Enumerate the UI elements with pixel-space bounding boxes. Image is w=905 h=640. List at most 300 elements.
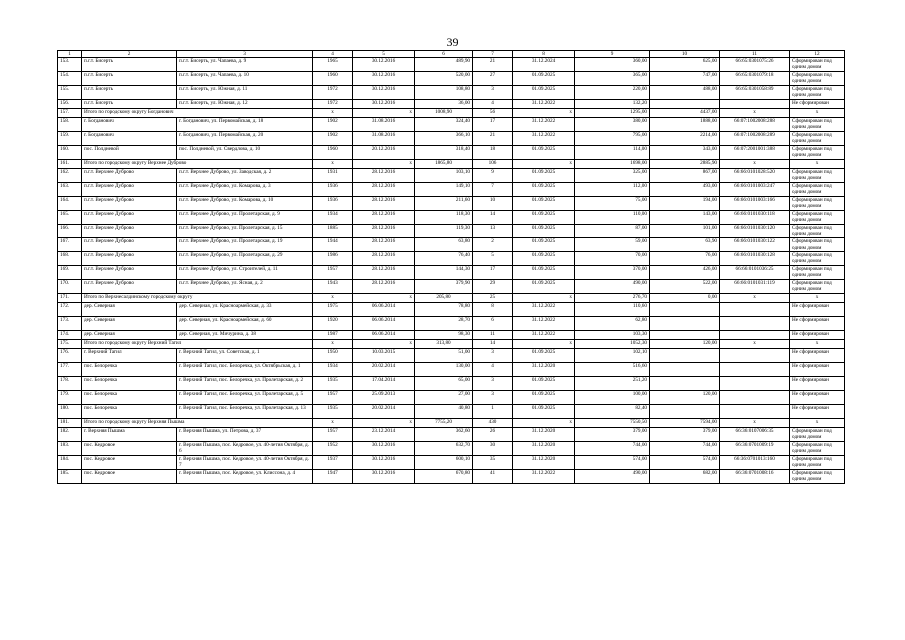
table-cell: дер. Северная, ул. Мичурина, д. 38 (177, 330, 313, 339)
table-cell (720, 303, 790, 317)
table-cell: 1975 (313, 303, 353, 317)
table-row (58, 428, 845, 442)
table-cell: 7 (473, 182, 513, 196)
table-cell: Сформирован под одним домом (790, 196, 845, 210)
table-cell: пос. Кедровое (82, 469, 177, 483)
table-cell: Сформирован под одним домом (790, 118, 845, 132)
table-cell: Сформирован под одним домом (790, 132, 845, 146)
table-cell: 82,40 (575, 404, 650, 418)
table-cell: пос. Кедровое (82, 455, 177, 469)
subtotal-row (58, 159, 845, 168)
table-cell: дер. Северная, ул. Красноармейская, д. 33 (177, 303, 313, 317)
table-cell (720, 330, 790, 339)
table-cell: г. Верхний Тагил (82, 349, 177, 363)
table-cell: г. Богданович (82, 132, 177, 146)
table-cell: пос. Белоречка (82, 377, 177, 391)
table-cell: 103,30 (575, 330, 650, 339)
table-cell: 31.12.2022 (513, 469, 575, 483)
column-number: 3 (177, 51, 313, 58)
column-number: 4 (313, 51, 353, 58)
table-cell (720, 404, 790, 418)
subtotal-cell: 276,70 (575, 294, 650, 303)
housing-register-table (57, 50, 845, 484)
subtotal-cell: х (313, 294, 353, 303)
table-cell: 31.08.2016 (353, 118, 415, 132)
column-number: 8 (513, 51, 575, 58)
table-cell: Сформирован под одним домом (790, 85, 845, 99)
table-cell: 1965 (313, 58, 353, 72)
table-cell: 220,00 (575, 85, 650, 99)
subtotal-cell: Итого по городскому округу Верхний Тагил (82, 340, 313, 349)
subtotal-cell: 4437,00 (650, 108, 720, 117)
table-cell: 30.12.2016 (353, 455, 415, 469)
table-cell: 66:65:0301075:26 (720, 58, 790, 72)
table-cell: Не сформирован (790, 391, 845, 405)
table-cell: 01.09.2025 (513, 71, 575, 85)
table-cell: пос. Полдневой, ул. Свердлова, д. 10 (177, 145, 313, 159)
table-cell: 78,80 (415, 303, 473, 317)
table-cell: 20.02.2014 (353, 404, 415, 418)
table-cell: 169. (58, 266, 82, 280)
table-cell: 11 (473, 330, 513, 339)
table-cell: дер. Северная, ул. Красноармейская, д. 60 (177, 317, 313, 331)
table-cell: п.г.т. Верхнее Дуброво (82, 169, 177, 183)
table-cell: 31.12.2020 (513, 363, 575, 377)
table-cell: 75,00 (575, 196, 650, 210)
table-cell: 98,30 (415, 330, 473, 339)
table-cell: Сформирован под одним домом (790, 428, 845, 442)
table-cell: п.г.т. Верхнее Дуброво (82, 224, 177, 238)
table-cell: 114,00 (575, 145, 650, 159)
table-cell: 31.12.2022 (513, 330, 575, 339)
table-cell: 144,30 (415, 266, 473, 280)
table-cell: пос. Кедровое (82, 441, 177, 455)
table-cell: г. Верхний Тагил, пос. Белоречка, ул. Пролетарская, д. 5 (177, 391, 313, 405)
subtotal-cell: х (720, 108, 790, 117)
table-cell: 31.12.2022 (513, 118, 575, 132)
table-cell: 66:07:2001001:388 (720, 145, 790, 159)
subtotal-cell: 56 (473, 108, 513, 117)
table-cell: 31.12.2022 (513, 317, 575, 331)
subtotal-cell: 14 (473, 340, 513, 349)
subtotal-cell: х (513, 294, 575, 303)
table-cell: 167. (58, 238, 82, 252)
table-cell: 156. (58, 99, 82, 108)
table-row (58, 391, 845, 405)
table-cell: 176. (58, 349, 82, 363)
table-cell: 30.12.2016 (353, 58, 415, 72)
table-cell: 426,00 (650, 266, 720, 280)
table-cell: 1972 (313, 85, 353, 99)
table-cell: 682,00 (650, 469, 720, 483)
table-cell: 1957 (313, 428, 353, 442)
table-cell: г. Верхний Тагил, ул. Советская, д. 1 (177, 349, 313, 363)
table-cell: 01.09.2025 (513, 169, 575, 183)
table-cell: 867,00 (650, 169, 720, 183)
table-cell: г. Верхняя Пышма, пос. Кедровое, ул. 40-летия Октября, д. 7 (177, 455, 313, 469)
table-cell: 3 (473, 391, 513, 405)
table-cell: 4 (473, 99, 513, 108)
table-cell: 63,90 (650, 238, 720, 252)
table-cell: п.г.т. Бисерть, ул. Южная, д. 11 (177, 85, 313, 99)
table-cell: 30.12.2016 (353, 99, 415, 108)
table-cell: 28.12.2016 (353, 266, 415, 280)
table-cell: 1952 (313, 441, 353, 455)
table-cell: 1936 (313, 196, 353, 210)
subtotal-cell: х (513, 159, 575, 168)
subtotal-cell: х (353, 159, 415, 168)
subtotal-cell: 2885,90 (650, 159, 720, 168)
table-cell: 36,00 (415, 99, 473, 108)
table-cell: 1935 (313, 404, 353, 418)
table-cell: 490,00 (575, 280, 650, 294)
table-cell: 87,00 (575, 224, 650, 238)
table-cell: 632,70 (415, 441, 473, 455)
table-cell: Не сформирован (790, 99, 845, 108)
table-cell: г. Верхняя Пышма (82, 428, 177, 442)
table-cell: 01.09.2025 (513, 266, 575, 280)
subtotal-cell: х (353, 294, 415, 303)
column-number: 9 (575, 51, 650, 58)
table-cell (650, 363, 720, 377)
table-cell: 66:66:0101003:166 (720, 196, 790, 210)
subtotal-cell: 106 (473, 159, 513, 168)
subtotal-cell: 1052,30 (575, 340, 650, 349)
table-cell: Не сформирован (790, 377, 845, 391)
table-cell: Сформирован под одним домом (790, 145, 845, 159)
table-cell: 66:66:0101030:120 (720, 224, 790, 238)
table-cell: 31.12.2020 (513, 455, 575, 469)
table-cell: 30.12.2016 (353, 71, 415, 85)
table-row (58, 455, 845, 469)
subtotal-cell: х (313, 159, 353, 168)
table-cell: Не сформирован (790, 317, 845, 331)
table-cell: Сформирован под одним домом (790, 182, 845, 196)
table-cell: 01.09.2025 (513, 196, 575, 210)
table-cell: 66:66:0101031:119 (720, 280, 790, 294)
table-cell: 01.09.2025 (513, 377, 575, 391)
table-row (58, 363, 845, 377)
subtotal-cell: 120,00 (650, 340, 720, 349)
table-cell: 1885 (313, 224, 353, 238)
table-cell: 1957 (313, 266, 353, 280)
subtotal-cell: 0,00 (650, 294, 720, 303)
table-row (58, 280, 845, 294)
table-cell: 1 (473, 404, 513, 418)
table-cell: 30 (473, 441, 513, 455)
table-cell: п.г.т. Верхнее Дуброво, ул. Пролетарская, д. 29 (177, 252, 313, 266)
table-cell: 8 (473, 303, 513, 317)
table-row (58, 118, 845, 132)
table-cell: 177. (58, 363, 82, 377)
subtotal-cell: 157. (58, 108, 82, 117)
table-cell: 211,60 (415, 196, 473, 210)
table-cell: Сформирован под одним домом (790, 441, 845, 455)
subtotal-cell: 181. (58, 418, 82, 427)
table-cell: 379,00 (575, 428, 650, 442)
table-cell (650, 377, 720, 391)
table-cell: 162. (58, 169, 82, 183)
table-cell: 70,00 (575, 252, 650, 266)
table-cell: 343,00 (650, 145, 720, 159)
subtotal-cell: 1698,00 (575, 159, 650, 168)
table-cell: 324,40 (415, 118, 473, 132)
table-cell: 1944 (313, 238, 353, 252)
table-cell: 66:07:1002008:288 (720, 118, 790, 132)
subtotal-cell: 161. (58, 159, 82, 168)
column-number: 1 (58, 51, 82, 58)
subtotal-row (58, 294, 845, 303)
table-cell: 600,10 (415, 455, 473, 469)
table-cell (650, 404, 720, 418)
table-cell: 173. (58, 317, 82, 331)
table-row (58, 238, 845, 252)
table-cell: 01.09.2025 (513, 210, 575, 224)
table-cell: 1972 (313, 99, 353, 108)
subtotal-row (58, 418, 845, 427)
table-cell: 170. (58, 280, 82, 294)
table-cell: 51,00 (415, 349, 473, 363)
table-cell: п.г.т. Верхнее Дуброво, ул. Пролетарская, д. 15 (177, 224, 313, 238)
table-cell: 63,80 (415, 238, 473, 252)
table-cell: 28,70 (415, 317, 473, 331)
table-cell: 490,00 (575, 469, 650, 483)
subtotal-cell: х (720, 159, 790, 168)
table-cell: п.г.т. Бисерть (82, 58, 177, 72)
table-cell: 164. (58, 196, 82, 210)
subtotal-cell: х (790, 340, 845, 349)
table-cell: Не сформирован (790, 349, 845, 363)
table-row (58, 349, 845, 363)
table-cell: 01.09.2025 (513, 85, 575, 99)
subtotal-cell: Итого по городскому округу Верхнее Дуброво (82, 159, 313, 168)
table-row (58, 377, 845, 391)
table-cell: 26 (473, 428, 513, 442)
table-cell: 159. (58, 132, 82, 146)
table-cell: 66:36:0701009:19 (720, 441, 790, 455)
table-cell: 18 (473, 145, 513, 159)
table-cell: 744,00 (575, 441, 650, 455)
table-cell: 168. (58, 252, 82, 266)
table-cell: п.г.т. Верхнее Дуброво (82, 238, 177, 252)
table-cell: дер. Северная (82, 330, 177, 339)
table-cell: 59,00 (575, 238, 650, 252)
table-cell: 40,80 (415, 404, 473, 418)
table-cell: 120,00 (650, 391, 720, 405)
table-cell: 103,10 (415, 169, 473, 183)
table-cell: 362,60 (415, 428, 473, 442)
table-row (58, 252, 845, 266)
table-cell: 2 (473, 238, 513, 252)
subtotal-cell: 430 (473, 418, 513, 427)
table-cell: Сформирован под одним домом (790, 224, 845, 238)
table-cell: 108,80 (415, 85, 473, 99)
table-cell: 1936 (313, 182, 353, 196)
table-cell: 1950 (313, 349, 353, 363)
table-cell: 747,00 (650, 71, 720, 85)
table-cell: 174. (58, 330, 82, 339)
table-cell: 625,00 (650, 58, 720, 72)
table-cell: 01.09.2025 (513, 280, 575, 294)
table-cell: 178. (58, 377, 82, 391)
table-cell: 66:65:0301079:18 (720, 71, 790, 85)
table-cell: 3 (473, 349, 513, 363)
table-cell: п.г.т. Верхнее Дуброво, ул. Строителей, д. 11 (177, 266, 313, 280)
table-cell: 76,40 (415, 252, 473, 266)
table-cell: 155. (58, 85, 82, 99)
table-cell: 27 (473, 71, 513, 85)
subtotal-cell: 1295,00 (575, 108, 650, 117)
table-cell: г. Богданович, ул. Первомайская, д. 20 (177, 132, 313, 146)
subtotal-cell: Итого по городскому округу Верхняя Пышма (82, 418, 313, 427)
table-cell: пос. Белоречка (82, 404, 177, 418)
table-cell: г. Верхний Тагил, пос. Белоречка, ул. Пролетарская, д. 13 (177, 404, 313, 418)
table-cell: 28.12.2016 (353, 169, 415, 183)
table-cell: 182. (58, 428, 82, 442)
table-cell: Не сформирован (790, 330, 845, 339)
table-cell: 1986 (313, 252, 353, 266)
table-cell: п.г.т. Верхнее Дуброво (82, 266, 177, 280)
table-cell: 1902 (313, 132, 353, 146)
table-cell: 06.06.2014 (353, 317, 415, 331)
subtotal-cell: Итого по Верхнесалдинскому городскому округу (82, 294, 313, 303)
table-cell: 149,10 (415, 182, 473, 196)
table-cell: 66:66:0101030:122 (720, 238, 790, 252)
table-cell: 1935 (313, 377, 353, 391)
table-cell: 574,00 (575, 455, 650, 469)
table-cell: п.г.т. Верхнее Дуброво, ул. Комарова, д. 3 (177, 182, 313, 196)
table-cell: 31.12.2024 (513, 58, 575, 72)
table-cell: 01.09.2025 (513, 145, 575, 159)
table-cell: п.г.т. Верхнее Дуброво (82, 196, 177, 210)
table-cell: дер. Северная (82, 317, 177, 331)
table-cell: 30.12.2016 (353, 441, 415, 455)
table-cell (650, 349, 720, 363)
table-cell: Сформирован под одним домом (790, 252, 845, 266)
table-cell: Сформирован под одним домом (790, 469, 845, 483)
table-cell: 489,90 (415, 58, 473, 72)
table-row (58, 145, 845, 159)
subtotal-cell: х (353, 418, 415, 427)
table-cell: 493,00 (650, 182, 720, 196)
table-cell: Сформирован под одним домом (790, 169, 845, 183)
table-cell: 10 (473, 196, 513, 210)
table-cell: 28.12.2016 (353, 196, 415, 210)
subtotal-cell: 1008,90 (415, 108, 473, 117)
table-cell: Сформирован под одним домом (790, 210, 845, 224)
table-cell: Сформирован под одним домом (790, 455, 845, 469)
table-cell: 325,00 (575, 169, 650, 183)
table-cell: 31.12.2022 (513, 99, 575, 108)
subtotal-cell: х (720, 418, 790, 427)
subtotal-cell: х (313, 418, 353, 427)
table-cell: п.г.т. Верхнее Дуброво (82, 210, 177, 224)
subtotal-cell: 171. (58, 294, 82, 303)
table-cell: 172. (58, 303, 82, 317)
subtotal-cell: х (353, 340, 415, 349)
table-cell: 35 (473, 455, 513, 469)
table-cell: Сформирован под одним домом (790, 280, 845, 294)
table-row (58, 224, 845, 238)
table-cell: Не сформирован (790, 404, 845, 418)
table-cell: 251,20 (575, 377, 650, 391)
table-row (58, 303, 845, 317)
subtotal-cell: х (790, 108, 845, 117)
table-cell: п.г.т. Бисерть, ул. Чапаева, д. 9 (177, 58, 313, 72)
table-cell: 110,00 (575, 210, 650, 224)
table-cell: 143,00 (650, 210, 720, 224)
subtotal-cell: 205,80 (415, 294, 473, 303)
subtotal-cell: х (790, 294, 845, 303)
table-cell: 1960 (313, 71, 353, 85)
table-row (58, 330, 845, 339)
table-cell: 27,00 (415, 391, 473, 405)
table-cell (720, 391, 790, 405)
subtotal-cell: х (513, 418, 575, 427)
table-cell: 1888,00 (650, 118, 720, 132)
subtotal-cell: х (313, 340, 353, 349)
subtotal-cell: х (790, 418, 845, 427)
table-cell: Не сформирован (790, 303, 845, 317)
column-number: 11 (720, 51, 790, 58)
table-cell: 76,00 (650, 252, 720, 266)
table-cell: Сформирован под одним домом (790, 58, 845, 72)
table-cell: 23.12.2014 (353, 428, 415, 442)
table-cell: п.г.т. Верхнее Дуброво (82, 182, 177, 196)
table-cell: 66:07:1002008:289 (720, 132, 790, 146)
table-cell (650, 317, 720, 331)
table-cell: пос. Полдневой (82, 145, 177, 159)
table-cell: 365,00 (575, 71, 650, 85)
table-cell: г. Верхний Тагил, пос. Белоречка, ул. Октябрьская, д. 1 (177, 363, 313, 377)
table-row (58, 132, 845, 146)
table-row (58, 182, 845, 196)
table-row (58, 210, 845, 224)
table-cell: 119,30 (415, 224, 473, 238)
table-cell: 01.09.2025 (513, 238, 575, 252)
table-cell: 132,20 (575, 99, 650, 108)
table-cell: 31.12.2022 (513, 132, 575, 146)
table-cell: 29 (473, 280, 513, 294)
table-cell: 1934 (313, 210, 353, 224)
table-cell: 6 (473, 317, 513, 331)
subtotal-cell: х (513, 108, 575, 117)
table-cell: п.г.т. Бисерть, ул. Чапаева, д. 10 (177, 71, 313, 85)
table-cell: 20.12.2016 (353, 145, 415, 159)
table-cell: 318,40 (415, 145, 473, 159)
subtotal-cell: 7550,50 (575, 418, 650, 427)
table-cell: 522,00 (650, 280, 720, 294)
table-cell: 28.12.2016 (353, 238, 415, 252)
table-cell: Сформирован под одним домом (790, 266, 845, 280)
table-cell: 31.12.2020 (513, 441, 575, 455)
table-row (58, 196, 845, 210)
table-cell: 06.06.2014 (353, 303, 415, 317)
table-cell: г. Богданович (82, 118, 177, 132)
table-cell: 17 (473, 266, 513, 280)
table-cell: 66:36:0701008:16 (720, 469, 790, 483)
table-cell: пос. Белоречка (82, 391, 177, 405)
table-cell: 3 (473, 377, 513, 391)
column-number: 10 (650, 51, 720, 58)
table-cell: 28.12.2016 (353, 224, 415, 238)
table-cell (650, 303, 720, 317)
subtotal-cell: 1865,80 (415, 159, 473, 168)
subtotal-row (58, 340, 845, 349)
table-cell: 1960 (313, 145, 353, 159)
table-cell: п.г.т. Верхнее Дуброво, ул. Заводская, д. 2 (177, 169, 313, 183)
table-cell (650, 330, 720, 339)
